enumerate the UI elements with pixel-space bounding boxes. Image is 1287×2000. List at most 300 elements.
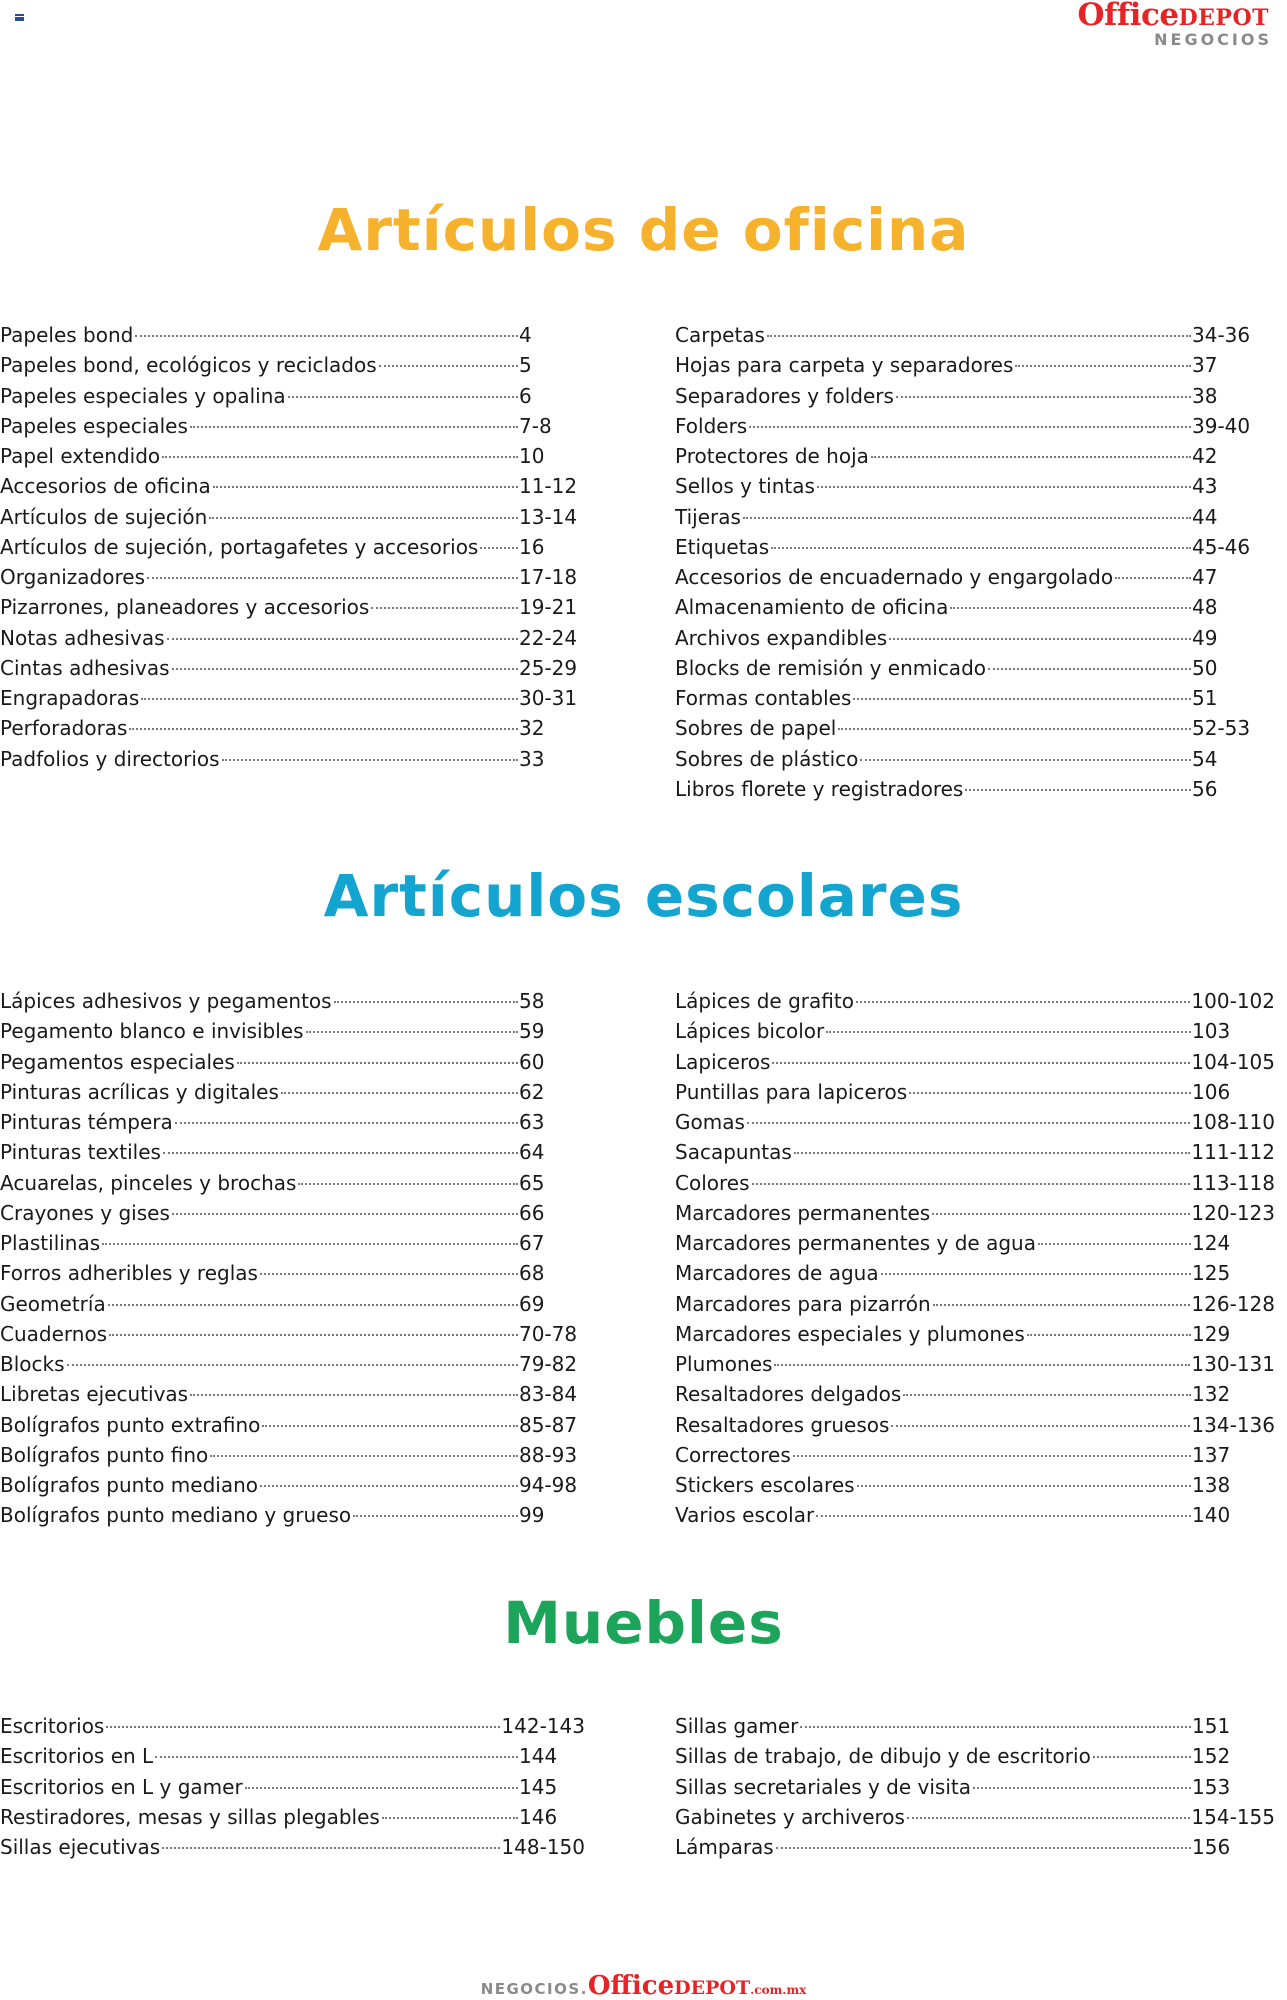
toc-entry-page: 17-18 <box>519 565 578 589</box>
toc-entry-page: 140 <box>1192 1503 1231 1528</box>
toc-entry[interactable] <box>0 1016 585 1046</box>
toc-entry-label-wrap <box>0 1349 519 1379</box>
toc-column-oficina-left <box>0 320 585 774</box>
toc-entry-label-wrap <box>675 713 1192 743</box>
toc-entry-label-wrap <box>675 1470 1192 1500</box>
toc-entry-label-wrap <box>675 381 1192 411</box>
dot-leader <box>102 1243 518 1245</box>
dot-leader <box>306 1031 518 1033</box>
toc-entry-name: Blocks <box>0 1352 65 1376</box>
toc-entry-label-wrap <box>675 623 1192 653</box>
toc-entry[interactable] <box>0 623 585 653</box>
toc-entry[interactable] <box>675 1410 1275 1440</box>
toc-entry[interactable] <box>675 1016 1275 1046</box>
toc-entry-label-wrap <box>0 713 519 743</box>
section-title-oficina: Artículos de oficina <box>317 196 970 264</box>
toc-entry[interactable] <box>0 411 585 441</box>
toc-entry[interactable] <box>0 320 585 350</box>
dot-leader <box>747 1122 1191 1124</box>
toc-entry[interactable] <box>675 744 1275 774</box>
toc-entry-label-wrap <box>0 1289 519 1319</box>
toc-entry[interactable] <box>0 1107 585 1137</box>
toc-entry-label-wrap <box>675 1349 1191 1379</box>
toc-entry-name: Lámparas <box>675 1835 774 1859</box>
toc-entry-name: Separadores y folders <box>675 383 894 408</box>
toc-entry-page: 37 <box>1192 353 1218 378</box>
toc-entry-page: 48 <box>1192 595 1218 620</box>
toc-entry-label-wrap <box>0 623 519 653</box>
toc-entry[interactable] <box>675 471 1275 501</box>
toc-entry-label-wrap <box>675 1711 1192 1741</box>
dot-leader <box>881 1273 1191 1275</box>
toc-entry[interactable] <box>675 1289 1275 1319</box>
toc-entry[interactable] <box>675 441 1275 471</box>
toc-entry[interactable] <box>675 1802 1275 1832</box>
dot-leader <box>816 1515 1191 1517</box>
toc-entry[interactable] <box>0 441 585 471</box>
toc-entry-page: 103 <box>1192 1019 1231 1044</box>
toc-entry[interactable] <box>0 1410 585 1440</box>
toc-entry-page: 5 <box>519 353 532 378</box>
toc-entry[interactable] <box>675 1470 1275 1500</box>
toc-entry-name: Pizarrones, planeadores y accesorios <box>0 595 370 620</box>
toc-entry-label-wrap <box>675 1228 1192 1258</box>
toc-column-muebles-right <box>675 1711 1275 1862</box>
toc-entry-page: 137 <box>1192 1442 1231 1467</box>
toc-entry-page: 124 <box>1192 1231 1231 1255</box>
toc-entry-label-wrap <box>0 1802 519 1832</box>
toc-entry-label-wrap <box>675 411 1192 441</box>
toc-entry[interactable] <box>675 683 1275 713</box>
dot-leader <box>871 456 1191 458</box>
toc-entry-name: Sillas secretariales y de visita <box>675 1774 971 1799</box>
dot-leader <box>162 1847 500 1849</box>
dot-leader <box>1115 577 1191 579</box>
toc-entry[interactable] <box>675 623 1275 653</box>
toc-entry-page: 56 <box>1192 776 1218 801</box>
toc-entry-name: Marcadores especiales y plumones <box>675 1321 1025 1346</box>
toc-entry[interactable] <box>0 1319 585 1349</box>
toc-entry[interactable] <box>0 683 585 713</box>
toc-entry-page: 6 <box>519 383 532 408</box>
toc-entry-page: 33 <box>519 746 545 771</box>
toc-entry[interactable] <box>675 774 1275 804</box>
menu-icon[interactable] <box>15 14 24 21</box>
toc-entry-name: Etiquetas <box>675 534 770 559</box>
office-depot-negocios-logo <box>1078 0 1270 48</box>
toc-entry-name: Sobres de plástico <box>675 746 859 771</box>
toc-entry-name: Gomas <box>675 1110 745 1134</box>
toc-entry[interactable] <box>0 1832 585 1862</box>
toc-entry-name: Pinturas textiles <box>0 1140 161 1165</box>
toc-entry-page: 7-8 <box>519 413 552 438</box>
toc-entry-label-wrap <box>675 1319 1192 1349</box>
toc-entry-page: 111-112 <box>1191 1140 1275 1165</box>
toc-entry[interactable] <box>675 1168 1275 1198</box>
toc-entry-name: Colores <box>675 1170 750 1195</box>
toc-entry-label-wrap <box>675 350 1192 380</box>
toc-entry[interactable] <box>675 1832 1275 1862</box>
toc-entry-page: 100-102 <box>1191 989 1275 1013</box>
toc-entry-page: 94-98 <box>519 1473 578 1497</box>
dot-leader <box>147 577 518 579</box>
toc-entry[interactable] <box>0 1168 585 1198</box>
toc-entry[interactable] <box>675 350 1275 380</box>
toc-entry-label-wrap <box>0 411 519 441</box>
dot-leader <box>163 1152 518 1154</box>
toc-entry[interactable] <box>675 1107 1275 1137</box>
toc-entry-name: Libretas ejecutivas <box>0 1382 189 1407</box>
toc-entry[interactable] <box>0 1741 585 1771</box>
toc-entry-label-wrap <box>0 320 519 350</box>
toc-entry-label-wrap <box>675 1410 1191 1440</box>
toc-entry-label-wrap <box>675 1137 1191 1167</box>
toc-entry-page: 43 <box>1192 474 1218 499</box>
footer-logo[interactable] <box>0 1973 1287 2000</box>
dot-leader <box>281 1092 518 1094</box>
dot-leader <box>933 1304 1191 1306</box>
toc-entry-name: Lápices de grafito <box>675 989 854 1013</box>
toc-entry-name: Protectores de hoja <box>675 444 869 468</box>
dot-leader <box>932 1213 1190 1215</box>
toc-entry[interactable] <box>0 1802 585 1832</box>
toc-entry-page: 68 <box>519 1261 545 1286</box>
toc-entry-label-wrap <box>675 653 1192 683</box>
toc-entry-name: Accesorios de oficina <box>0 474 211 499</box>
dot-leader <box>907 1817 1190 1819</box>
toc-entry[interactable] <box>0 1349 585 1379</box>
toc-entry-page: 63 <box>519 1110 545 1134</box>
toc-entry-label-wrap <box>675 562 1192 592</box>
toc-entry[interactable] <box>675 381 1275 411</box>
dot-leader <box>857 1485 1191 1487</box>
toc-entry[interactable] <box>675 1228 1275 1258</box>
toc-entry-label-wrap <box>675 986 1191 1016</box>
toc-entry-page: 99 <box>519 1503 545 1528</box>
toc-entry[interactable] <box>0 986 585 1016</box>
toc-entry-page: 125 <box>1192 1261 1231 1286</box>
toc-entry[interactable] <box>675 1440 1275 1470</box>
toc-entry[interactable] <box>0 532 585 562</box>
toc-entry-page: 130-131 <box>1191 1352 1275 1376</box>
dot-leader <box>298 1183 518 1185</box>
toc-entry-page: 42 <box>1192 444 1218 468</box>
toc-entry[interactable] <box>0 1470 585 1500</box>
toc-entry-name: Pegamentos especiales <box>0 1049 235 1074</box>
toc-entry-page: 113-118 <box>1191 1170 1275 1195</box>
dot-leader <box>245 1787 518 1789</box>
dot-leader <box>965 789 1191 791</box>
dot-leader <box>262 1425 518 1427</box>
toc-entry-name: Bolígrafos punto mediano y grueso <box>0 1503 352 1528</box>
toc-entry-label-wrap <box>0 1410 519 1440</box>
dot-leader <box>155 1756 518 1758</box>
toc-entry-label-wrap <box>675 1016 1192 1046</box>
toc-entry-label-wrap <box>675 1802 1191 1832</box>
toc-entry-name: Artículos de sujeción, portagafetes y accesorios <box>0 534 479 559</box>
toc-entry-page: 148-150 <box>501 1835 585 1859</box>
dot-leader <box>800 1726 1191 1728</box>
toc-entry-label-wrap <box>0 562 519 592</box>
toc-entry-name: Acuarelas, pinceles y brochas <box>0 1170 297 1195</box>
toc-entry-name: Plumones <box>675 1352 773 1376</box>
dot-leader <box>237 1062 518 1064</box>
toc-entry-page: 126-128 <box>1191 1291 1275 1316</box>
footer-domain: .com.mx <box>750 1983 807 1997</box>
toc-entry-label-wrap <box>675 1289 1191 1319</box>
toc-entry-page: 83-84 <box>519 1382 578 1407</box>
toc-entry[interactable] <box>0 1228 585 1258</box>
toc-entry[interactable] <box>675 562 1275 592</box>
toc-entry[interactable] <box>0 1440 585 1470</box>
toc-entry-label-wrap <box>675 1077 1192 1107</box>
toc-entry-label-wrap <box>675 683 1192 713</box>
toc-entry[interactable] <box>675 1711 1275 1741</box>
dot-leader <box>853 698 1191 700</box>
toc-entry[interactable] <box>0 381 585 411</box>
toc-entry-page: 79-82 <box>519 1352 578 1376</box>
toc-entry[interactable] <box>0 1500 585 1530</box>
toc-entry-label-wrap <box>675 1772 1192 1802</box>
toc-entry-label-wrap <box>0 441 519 471</box>
toc-entry-name: Pinturas témpera <box>0 1110 173 1134</box>
dot-leader <box>793 1455 1191 1457</box>
toc-entry-label-wrap <box>675 320 1192 350</box>
toc-entry-page: 108-110 <box>1191 1110 1275 1134</box>
toc-entry[interactable] <box>675 592 1275 622</box>
toc-entry[interactable] <box>0 471 585 501</box>
toc-entry[interactable] <box>675 502 1275 532</box>
toc-entry-page: 142-143 <box>501 1714 585 1738</box>
toc-entry[interactable] <box>0 502 585 532</box>
dot-leader <box>1038 1243 1191 1245</box>
toc-entry[interactable] <box>0 1258 585 1288</box>
toc-entry[interactable] <box>0 1077 585 1107</box>
toc-entry[interactable] <box>675 1198 1275 1228</box>
toc-entry-label-wrap <box>0 1107 519 1137</box>
dot-leader <box>774 1364 1190 1366</box>
dot-leader <box>817 486 1191 488</box>
toc-entry[interactable] <box>675 1741 1275 1771</box>
toc-entry-page: 45-46 <box>1192 534 1251 559</box>
dot-leader <box>172 1213 518 1215</box>
toc-entry-page: 39-40 <box>1192 413 1251 438</box>
toc-entry-page: 38 <box>1192 383 1218 408</box>
toc-entry-name: Sacapuntas <box>675 1140 792 1165</box>
toc-entry-page: 106 <box>1192 1079 1231 1104</box>
toc-entry[interactable] <box>675 713 1275 743</box>
toc-entry-page: 16 <box>519 534 545 559</box>
toc-entry-label-wrap <box>0 653 519 683</box>
dot-leader <box>210 1455 518 1457</box>
toc-entry-label-wrap <box>675 1168 1191 1198</box>
dot-leader <box>162 456 518 458</box>
dot-leader <box>108 1304 518 1306</box>
logo-negocios: NEGOCIOS <box>1154 30 1272 49</box>
dot-leader <box>743 517 1191 519</box>
toc-column-escolares-left <box>0 986 585 1531</box>
toc-entry-name: Pinturas acrílicas y digitales <box>0 1079 279 1104</box>
toc-entry-name: Bolígrafos punto mediano <box>0 1473 258 1497</box>
toc-entry-page: 59 <box>519 1019 545 1044</box>
toc-entry-page: 13-14 <box>519 504 578 529</box>
toc-entry-name: Papeles bond <box>0 323 134 347</box>
toc-entry-label-wrap <box>675 532 1192 562</box>
toc-entry-name: Tijeras <box>675 504 741 529</box>
toc-entry-label-wrap <box>675 1047 1191 1077</box>
toc-entry-name: Gabinetes y archiveros <box>675 1804 905 1829</box>
toc-entry-label-wrap <box>0 986 519 1016</box>
toc-entry-name: Organizadores <box>0 565 145 589</box>
toc-entry-page: 22-24 <box>519 625 578 650</box>
dot-leader <box>903 1394 1191 1396</box>
dot-leader <box>794 1152 1191 1154</box>
toc-entry-label-wrap <box>675 1107 1191 1137</box>
toc-entry-name: Correctores <box>675 1442 791 1467</box>
toc-entry-name: Formas contables <box>675 686 852 710</box>
toc-entry[interactable] <box>0 653 585 683</box>
toc-entry-name: Folders <box>675 413 748 438</box>
toc-entry[interactable] <box>675 411 1275 441</box>
toc-entry-page: 4 <box>519 323 532 347</box>
toc-entry[interactable] <box>0 1772 585 1802</box>
toc-entry[interactable] <box>0 1289 585 1319</box>
dot-leader <box>371 607 518 609</box>
toc-entry-name: Sillas ejecutivas <box>0 1835 161 1859</box>
toc-entry-page: 54 <box>1192 746 1218 771</box>
toc-entry[interactable] <box>0 1198 585 1228</box>
toc-entry[interactable] <box>0 592 585 622</box>
toc-entry-label-wrap <box>0 1711 501 1741</box>
toc-entry[interactable] <box>0 713 585 743</box>
toc-entry-label-wrap <box>675 471 1192 501</box>
toc-entry-label-wrap <box>675 1440 1192 1470</box>
toc-entry-name: Varios escolar <box>675 1503 815 1528</box>
toc-entry-label-wrap <box>0 350 519 380</box>
dot-leader <box>776 1847 1191 1849</box>
toc-entry-page: 88-93 <box>519 1442 578 1467</box>
toc-entry-name: Sellos y tintas <box>675 474 815 499</box>
logo-depot: DEPOT <box>1178 5 1269 31</box>
toc-entry[interactable] <box>675 320 1275 350</box>
toc-entry-name: Cuadernos <box>0 1321 108 1346</box>
footer-depot: DEPOT <box>674 1977 751 1999</box>
dot-leader <box>767 335 1191 337</box>
toc-entry-name: Sillas de trabajo, de dibujo y de escritorio <box>675 1744 1091 1769</box>
toc-entry-label-wrap <box>675 1500 1192 1530</box>
dot-leader <box>950 607 1191 609</box>
toc-entry-name: Archivos expandibles <box>675 625 888 650</box>
toc-entry-name: Sobres de papel <box>675 716 837 741</box>
toc-entry-name: Marcadores permanentes <box>675 1200 931 1225</box>
toc-entry[interactable] <box>0 1711 585 1741</box>
toc-entry-page: 152 <box>1192 1744 1231 1769</box>
toc-entry-label-wrap <box>0 1047 519 1077</box>
toc-entry-label-wrap <box>0 1741 519 1771</box>
toc-entry-label-wrap <box>0 502 519 532</box>
toc-entry-label-wrap <box>0 1500 519 1530</box>
dot-leader <box>190 426 518 428</box>
toc-entry-name: Lapiceros <box>675 1049 771 1074</box>
toc-entry-page: 44 <box>1192 504 1218 529</box>
toc-entry-label-wrap <box>675 1198 1191 1228</box>
toc-entry-name: Papel extendido <box>0 444 161 468</box>
toc-entry-name: Marcadores para pizarrón <box>675 1291 931 1316</box>
dot-leader <box>213 486 518 488</box>
toc-entry[interactable] <box>675 1500 1275 1530</box>
toc-entry[interactable] <box>675 986 1275 1016</box>
dot-leader <box>172 668 519 670</box>
toc-entry[interactable] <box>675 1137 1275 1167</box>
footer-office: Office <box>587 1971 675 2000</box>
dot-leader <box>889 638 1191 640</box>
toc-entry[interactable] <box>0 1379 585 1409</box>
footer-negocios: NEGOCIOS. <box>480 1980 588 1998</box>
toc-entry-name: Plastilinas <box>0 1231 101 1255</box>
toc-entry[interactable] <box>0 1137 585 1167</box>
dot-leader <box>209 517 518 519</box>
toc-entry[interactable] <box>675 1772 1275 1802</box>
dot-leader <box>909 1092 1191 1094</box>
toc-entry-name: Marcadores de agua <box>675 1261 879 1286</box>
toc-entry[interactable] <box>0 1047 585 1077</box>
toc-entry[interactable] <box>675 1379 1275 1409</box>
dot-leader <box>382 1817 518 1819</box>
toc-entry[interactable] <box>675 1047 1275 1077</box>
toc-entry-label-wrap <box>675 1379 1192 1409</box>
toc-entry-name: Almacenamiento de oficina <box>675 595 949 620</box>
toc-entry[interactable] <box>675 1077 1275 1107</box>
toc-entry[interactable] <box>675 653 1275 683</box>
toc-entry-page: 85-87 <box>519 1412 578 1437</box>
dot-leader <box>1015 365 1191 367</box>
toc-entry[interactable] <box>0 562 585 592</box>
toc-entry-page: 62 <box>519 1079 545 1104</box>
toc-entry-label-wrap <box>675 592 1192 622</box>
toc-entry[interactable] <box>675 1258 1275 1288</box>
toc-entry-page: 60 <box>519 1049 545 1074</box>
toc-entry-name: Blocks de remisión y enmicado <box>675 655 986 680</box>
toc-entry-page: 151 <box>1192 1714 1231 1738</box>
toc-entry-page: 146 <box>519 1804 558 1829</box>
toc-entry-label-wrap <box>0 532 519 562</box>
toc-entry-page: 66 <box>519 1200 545 1225</box>
toc-entry[interactable] <box>675 1319 1275 1349</box>
toc-entry-name: Resaltadores delgados <box>675 1382 902 1407</box>
toc-entry-label-wrap <box>0 1228 519 1258</box>
toc-entry-page: 51 <box>1192 686 1218 710</box>
dot-leader <box>838 728 1191 730</box>
toc-entry-label-wrap <box>675 502 1192 532</box>
toc-entry[interactable] <box>675 532 1275 562</box>
toc-entry-page: 10 <box>519 444 545 468</box>
toc-entry-name: Papeles bond, ecológicos y reciclados <box>0 353 377 378</box>
toc-entry-label-wrap <box>0 1379 519 1409</box>
toc-entry-name: Notas adhesivas <box>0 625 165 650</box>
toc-entry-label-wrap <box>0 744 519 774</box>
toc-entry[interactable] <box>0 744 585 774</box>
toc-entry-name: Marcadores permanentes y de agua <box>675 1231 1036 1255</box>
toc-entry-page: 70-78 <box>519 1321 578 1346</box>
toc-entry[interactable] <box>675 1349 1275 1379</box>
toc-entry-name: Lápices adhesivos y pegamentos <box>0 989 332 1013</box>
toc-entry-name: Papeles especiales y opalina <box>0 383 286 408</box>
toc-entry[interactable] <box>0 350 585 380</box>
toc-entry-page: 145 <box>519 1774 558 1799</box>
toc-entry-label-wrap <box>0 1137 519 1167</box>
dot-leader <box>988 668 1191 670</box>
toc-entry-page: 25-29 <box>519 655 578 680</box>
